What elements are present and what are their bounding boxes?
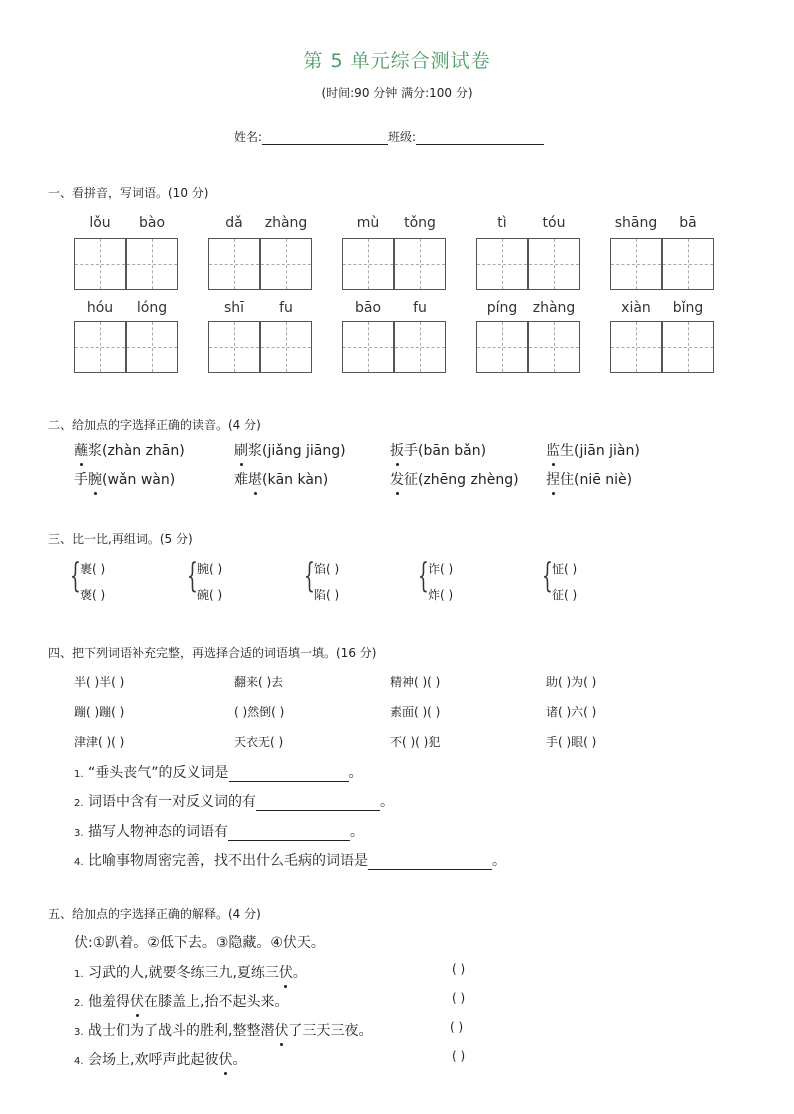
- pronunciation-item: [546, 469, 632, 489]
- compare-word[interactable]: 碗( ): [197, 588, 223, 602]
- writing-box[interactable]: [74, 321, 126, 373]
- idiom-blank[interactable]: ( )然倒( ): [234, 705, 285, 719]
- idiom-blank[interactable]: 精神( )( ): [390, 675, 441, 689]
- compare-word[interactable]: 裹( ): [80, 562, 106, 576]
- dotted-character: 腕: [88, 469, 102, 489]
- writing-box[interactable]: [662, 238, 714, 290]
- question-number: 4.: [74, 1056, 84, 1067]
- writing-box[interactable]: [610, 321, 662, 373]
- question-text: 比喻事物周密完善，找不出什么毛病的词语是: [88, 853, 368, 869]
- writing-box[interactable]: [260, 321, 312, 373]
- pinyin-label: tì: [497, 215, 507, 231]
- page-title: 第 5 单元综合测试卷: [303, 50, 491, 72]
- answer-parentheses[interactable]: ( ): [452, 991, 466, 1005]
- brace-symbol: {: [304, 556, 315, 596]
- writing-box[interactable]: [662, 321, 714, 373]
- writing-box[interactable]: [476, 321, 528, 373]
- idiom-blank[interactable]: 半( )半( ): [74, 675, 125, 689]
- idiom-blank[interactable]: 素面( )( ): [390, 705, 441, 719]
- definition-line: 伏:①趴着。②低下去。③隐藏。④伏天。: [74, 935, 325, 951]
- pinyin-label: tóu: [542, 215, 566, 231]
- pinyin-label: bā: [679, 215, 697, 231]
- answer-parentheses[interactable]: ( ): [452, 962, 466, 976]
- question-end: 。: [380, 794, 394, 810]
- section-4-heading: 四、把下列词语补充完整，再选择合适的词语填一填。(16 分): [48, 646, 377, 660]
- question-end: 。: [350, 824, 364, 840]
- definition-question: [74, 1049, 246, 1069]
- student-info-row: [234, 128, 544, 145]
- brace-symbol: {: [187, 556, 198, 596]
- pronunciation-item: [546, 440, 640, 460]
- writing-box[interactable]: [208, 321, 260, 373]
- compare-word[interactable]: 陷( ): [314, 588, 340, 602]
- writing-box[interactable]: [610, 238, 662, 290]
- question-number: 1.: [74, 969, 84, 980]
- dotted-character: 伏: [130, 991, 144, 1011]
- compare-word[interactable]: 腕( ): [197, 562, 223, 576]
- answer-parentheses[interactable]: ( ): [452, 1049, 466, 1063]
- pinyin-label: lǒu: [89, 215, 111, 231]
- question-text: 习武的人,就要冬练三九,夏练三: [88, 965, 279, 981]
- answer-parentheses[interactable]: ( ): [450, 1020, 464, 1034]
- exam-info: (时间:90 分钟 满分:100 分): [321, 86, 473, 100]
- item-prefix: 手: [74, 472, 88, 488]
- brace-symbol: {: [418, 556, 429, 596]
- question-text: 会场上,欢呼声此起彼: [88, 1052, 219, 1068]
- writing-box[interactable]: [126, 238, 178, 290]
- answer-blank[interactable]: [229, 767, 349, 782]
- definition-question: [74, 991, 288, 1011]
- section-5-heading: 五、给加点的字选择正确的解释。(4 分): [48, 907, 261, 921]
- pinyin-label: shāng: [614, 215, 658, 231]
- dotted-character: 监: [546, 440, 560, 460]
- fill-question: [74, 791, 394, 811]
- question-text: 战士们为了战斗的胜利,整整潜: [88, 1023, 275, 1039]
- pinyin-label: píng: [486, 300, 518, 316]
- item-options[interactable]: 浆(jiǎng jiāng): [248, 443, 346, 459]
- idiom-blank[interactable]: 翻来( )去: [234, 675, 284, 689]
- compare-word[interactable]: 炸( ): [428, 588, 454, 602]
- item-options[interactable]: (kān kàn): [262, 472, 329, 488]
- pronunciation-item: [390, 440, 486, 460]
- name-blank[interactable]: [262, 130, 388, 145]
- pinyin-label: zhàng: [532, 300, 576, 316]
- compare-word[interactable]: 怔( ): [552, 562, 578, 576]
- brace-symbol: {: [70, 556, 81, 596]
- section-3-heading: 三、比一比,再组词。(5 分): [48, 532, 193, 546]
- dotted-character: 伏: [274, 1020, 288, 1040]
- pronunciation-item: [390, 469, 519, 489]
- question-end: 。: [492, 853, 506, 869]
- question-number: 2.: [74, 998, 84, 1009]
- class-blank[interactable]: [416, 130, 544, 145]
- dotted-character: 发: [390, 469, 404, 489]
- pinyin-label: bǐng: [672, 300, 704, 316]
- question-text-end: 。: [232, 1052, 247, 1068]
- dotted-character: 伏: [218, 1049, 232, 1069]
- idiom-blank[interactable]: 诸( )六( ): [546, 705, 597, 719]
- writing-box[interactable]: [208, 238, 260, 290]
- question-text: 描写人物神态的词语有: [88, 824, 228, 840]
- fill-question: [74, 762, 363, 782]
- pinyin-label: shī: [223, 300, 245, 316]
- writing-box[interactable]: [476, 238, 528, 290]
- idiom-blank[interactable]: 蹦( )蹦( ): [74, 705, 125, 719]
- pinyin-label: lóng: [136, 300, 168, 316]
- item-prefix: 难: [234, 472, 248, 488]
- answer-blank[interactable]: [228, 826, 350, 841]
- dotted-character: 扳: [390, 440, 404, 460]
- question-text: “垂头丧气”的反义词是: [88, 765, 229, 781]
- compare-word[interactable]: 馅( ): [314, 562, 340, 576]
- pronunciation-item: [234, 440, 346, 460]
- writing-box[interactable]: [74, 238, 126, 290]
- idiom-blank[interactable]: 助( )为( ): [546, 675, 597, 689]
- item-options[interactable]: 住(niē niè): [560, 472, 633, 488]
- writing-box[interactable]: [528, 321, 580, 373]
- dotted-character: 捏: [546, 469, 560, 489]
- name-label: 姓名:: [234, 130, 263, 144]
- writing-box[interactable]: [394, 238, 446, 290]
- brace-symbol: {: [542, 556, 553, 596]
- class-label: 班级:: [388, 130, 417, 144]
- compare-word[interactable]: 征( ): [552, 588, 578, 602]
- question-end: 。: [348, 765, 363, 781]
- question-text-end: 。: [292, 965, 307, 981]
- pinyin-label: fu: [413, 300, 427, 316]
- dotted-character: 伏: [279, 962, 293, 982]
- definition-question: [74, 1020, 372, 1040]
- section-2-heading: 二、给加点的字选择正确的读音。(4 分): [48, 418, 261, 432]
- section-1-heading: 一、看拼音，写词语。(10 分): [48, 186, 209, 200]
- question-text: 他羞得: [88, 994, 130, 1010]
- question-number: 3.: [74, 828, 84, 839]
- answer-blank[interactable]: [368, 855, 492, 870]
- dotted-character: 蘸: [74, 440, 88, 460]
- item-options[interactable]: 手(bān bǎn): [404, 443, 487, 459]
- item-options[interactable]: 浆(zhàn zhān): [88, 443, 185, 459]
- writing-box[interactable]: [260, 238, 312, 290]
- pinyin-label: dǎ: [225, 215, 243, 231]
- idiom-blank[interactable]: 不( )( )犯: [390, 735, 441, 749]
- dotted-character: 堪: [248, 469, 262, 489]
- question-number: 3.: [74, 1027, 84, 1038]
- idiom-blank[interactable]: 津津( )( ): [74, 735, 125, 749]
- pronunciation-item: [74, 469, 175, 489]
- definition-question: [74, 962, 307, 982]
- pinyin-label: xiàn: [621, 300, 651, 316]
- idiom-blank[interactable]: 天衣无( ): [234, 735, 284, 749]
- item-options[interactable]: 生(jiān jiàn): [560, 443, 640, 459]
- compare-word[interactable]: 诈( ): [428, 562, 454, 576]
- idiom-blank[interactable]: 手( )眼( ): [546, 735, 597, 749]
- question-text: 词语中含有一对反义词的有: [88, 794, 256, 810]
- fill-question: [74, 821, 364, 841]
- pinyin-label: zhàng: [264, 215, 308, 231]
- pinyin-label: mù: [356, 215, 380, 231]
- writing-box[interactable]: [528, 238, 580, 290]
- writing-box[interactable]: [394, 321, 446, 373]
- pinyin-label: bāo: [354, 300, 382, 316]
- pinyin-label: tǒng: [404, 215, 436, 231]
- writing-box[interactable]: [342, 321, 394, 373]
- pinyin-label: hóu: [86, 300, 114, 316]
- question-number: 1.: [74, 769, 84, 780]
- pinyin-label: bào: [138, 215, 166, 231]
- question-text-end: 了三天三夜。: [288, 1023, 373, 1039]
- question-text-end: 在膝盖上,抬不起头来。: [144, 994, 289, 1010]
- pinyin-label: fu: [279, 300, 293, 316]
- fill-question: [74, 850, 506, 870]
- dotted-character: 刷: [234, 440, 248, 460]
- writing-box[interactable]: [342, 238, 394, 290]
- item-options[interactable]: (wǎn wàn): [102, 472, 176, 488]
- answer-blank[interactable]: [256, 796, 380, 811]
- question-number: 4.: [74, 857, 84, 868]
- question-number: 2.: [74, 798, 84, 809]
- item-options[interactable]: 征(zhēng zhèng): [404, 472, 519, 488]
- pronunciation-item: [234, 469, 328, 489]
- compare-word[interactable]: 褒( ): [80, 588, 106, 602]
- pronunciation-item: [74, 440, 185, 460]
- writing-box[interactable]: [126, 321, 178, 373]
